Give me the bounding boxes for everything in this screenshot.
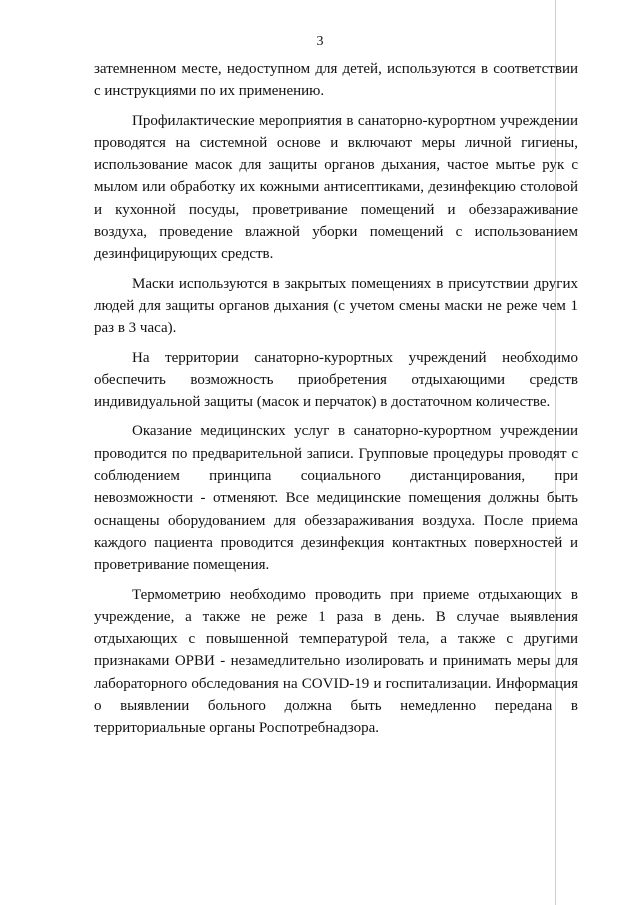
paragraph-masks: Маски используются в закрытых помещениях в присутствии других людей для защиты органов дыхания (с учетом смены маски не реже чем 1 раз в 3 часа). — [94, 275, 578, 337]
paragraph-protective-equipment: На территории санаторно-курортных учреждений необходимо обеспечить возможность приобретения отдыхающими средств индивидуальной защиты (масок и перчаток) в достаточном количестве. — [94, 349, 578, 411]
paragraph-medical-services: Оказание медицинских услуг в санаторно-курортном учреждении проводится по предварительной записи. Групповые процедуры проводят с соблюдением принципа социального дистанцирования, при невозможности - отменяют. Все медицинские помещения должны быть оснащены оборудованием для обеззараживания воздуха. После приема каждого пациента проводится дезинфекция контактных поверхностей и проветривание помещения. — [94, 423, 578, 574]
paragraph-continuation: затемненном месте, недоступном для детей, используются в соответствии с инструкциями по их применению. — [94, 61, 578, 100]
paragraph-thermometry: Термометрию необходимо проводить при приеме отдыхающих в учреждение, а также не реже 1 раза в день. В случае выявления отдыхающих с повышенной температурой тела, а также с другими признаками ОРВИ - незамедлительно изолировать и принимать меры для лабораторного обследования на COVID-19 и госпитализации. Информация о выявлении больного должна быть немедленно передана в территориальные органы Роспотребнадзора. — [94, 586, 578, 737]
paragraph-preventive-measures: Профилактические мероприятия в санаторно-курортном учреждении проводятся на системной основе и включают меры личной гигиены, использование масок для защиты органов дыхания, частое мытье рук с мылом или обработку их кожными антисептиками, дезинфекцию столовой и кухонной посуды, проветривание помещений и обеззараживание воздуха, проведение влажной уборки помещений с использованием дезинфицирующих средств. — [94, 112, 578, 263]
document-body — [94, 58, 578, 747]
page-number: 3 — [316, 34, 324, 49]
